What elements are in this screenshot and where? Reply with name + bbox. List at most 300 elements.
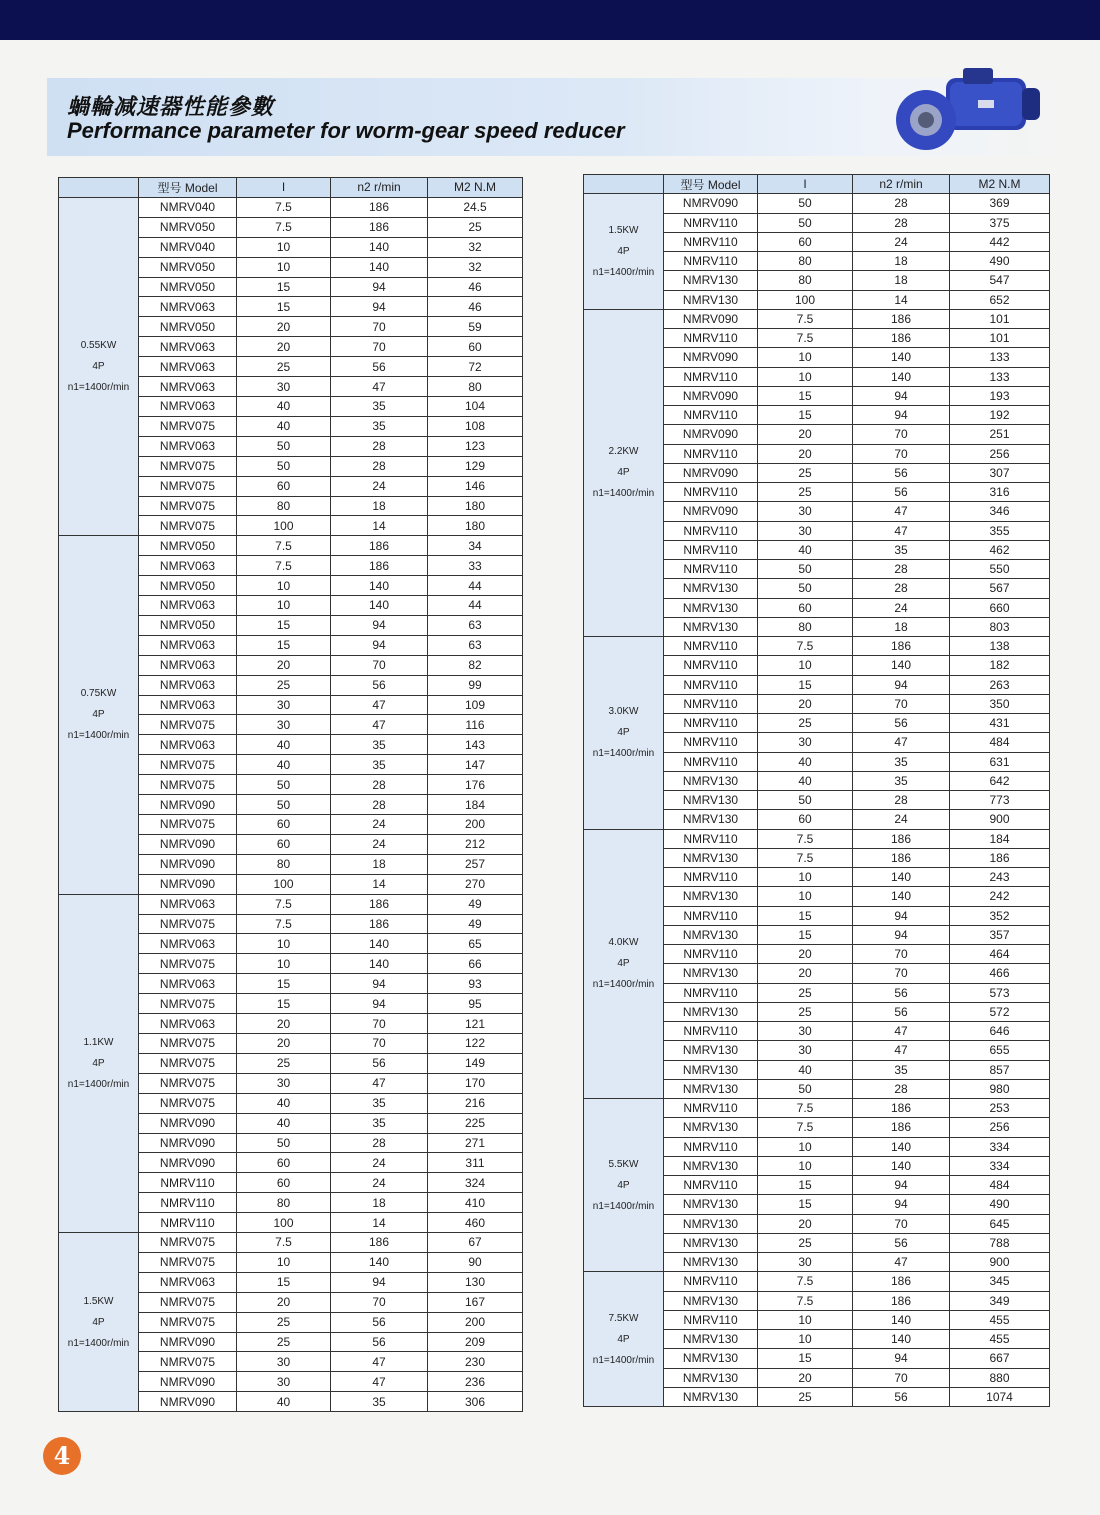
model-cell: NMRV050 xyxy=(139,277,237,297)
torque-cell: 490 xyxy=(950,252,1050,271)
ratio-cell: 30 xyxy=(758,1253,853,1272)
speed-cell: 94 xyxy=(331,994,428,1014)
speed-cell: 35 xyxy=(853,752,950,771)
speed-cell: 24 xyxy=(331,476,428,496)
ratio-cell: 50 xyxy=(237,456,331,476)
group-poles: 4P xyxy=(617,1333,630,1345)
model-cell: NMRV130 xyxy=(664,925,758,944)
torque-cell: 25 xyxy=(428,217,523,237)
model-cell: NMRV090 xyxy=(664,425,758,444)
group-speed: n1=1400r/min xyxy=(592,488,655,500)
model-cell: NMRV130 xyxy=(664,887,758,906)
model-cell: NMRV130 xyxy=(664,1002,758,1021)
model-cell: NMRV110 xyxy=(139,1213,237,1233)
torque-cell: 253 xyxy=(950,1099,1050,1118)
ratio-cell: 15 xyxy=(758,1195,853,1214)
ratio-cell: 100 xyxy=(758,290,853,309)
speed-cell: 140 xyxy=(331,576,428,596)
table-row xyxy=(59,1233,523,1253)
torque-cell: 256 xyxy=(950,444,1050,463)
model-cell: NMRV090 xyxy=(664,348,758,367)
group-speed: n1=1400r/min xyxy=(592,748,655,760)
speed-cell: 47 xyxy=(853,1041,950,1060)
torque-cell: 130 xyxy=(428,1272,523,1292)
header-cell: I xyxy=(237,178,331,198)
speed-cell: 94 xyxy=(853,1349,950,1368)
speed-cell: 70 xyxy=(853,964,950,983)
ratio-cell: 25 xyxy=(237,1332,331,1352)
model-cell: NMRV110 xyxy=(664,540,758,559)
model-cell: NMRV075 xyxy=(139,1312,237,1332)
page-title: Performance parameter for worm-gear speed reducer xyxy=(67,118,625,143)
torque-cell: 193 xyxy=(950,386,1050,405)
model-cell: NMRV075 xyxy=(139,1033,237,1053)
torque-cell: 122 xyxy=(428,1033,523,1053)
ratio-cell: 40 xyxy=(237,1392,331,1412)
torque-cell: 46 xyxy=(428,277,523,297)
model-cell: NMRV063 xyxy=(139,337,237,357)
speed-cell: 18 xyxy=(331,1193,428,1213)
ratio-cell: 40 xyxy=(237,416,331,436)
group-speed: n1=1400r/min xyxy=(592,1200,655,1212)
model-cell: NMRV063 xyxy=(139,1272,237,1292)
speed-cell: 186 xyxy=(331,536,428,556)
speed-cell: 24 xyxy=(331,1153,428,1173)
torque-cell: 773 xyxy=(950,791,1050,810)
ratio-cell: 7.5 xyxy=(237,894,331,914)
ratio-cell: 20 xyxy=(758,694,853,713)
model-cell: NMRV063 xyxy=(139,635,237,655)
ratio-cell: 100 xyxy=(237,874,331,894)
speed-cell: 140 xyxy=(853,887,950,906)
torque-cell: 133 xyxy=(950,348,1050,367)
torque-cell: 66 xyxy=(428,954,523,974)
speed-cell: 70 xyxy=(853,945,950,964)
torque-cell: 466 xyxy=(950,964,1050,983)
table-row xyxy=(584,829,1050,848)
speed-cell: 140 xyxy=(331,1252,428,1272)
speed-cell: 186 xyxy=(331,556,428,576)
group-poles: 4P xyxy=(92,1057,105,1069)
ratio-cell: 7.5 xyxy=(758,329,853,348)
torque-cell: 442 xyxy=(950,232,1050,251)
torque-cell: 788 xyxy=(950,1233,1050,1252)
ratio-cell: 20 xyxy=(758,1368,853,1387)
model-cell: NMRV063 xyxy=(139,297,237,317)
speed-cell: 35 xyxy=(331,1392,428,1412)
speed-cell: 47 xyxy=(853,733,950,752)
model-cell: NMRV050 xyxy=(139,615,237,635)
model-cell: NMRV075 xyxy=(139,456,237,476)
speed-cell: 35 xyxy=(331,1093,428,1113)
model-cell: NMRV110 xyxy=(664,829,758,848)
torque-cell: 34 xyxy=(428,536,523,556)
model-cell: NMRV110 xyxy=(139,1193,237,1213)
ratio-cell: 50 xyxy=(758,579,853,598)
torque-cell: 123 xyxy=(428,436,523,456)
speed-cell: 70 xyxy=(331,1292,428,1312)
torque-cell: 857 xyxy=(950,1060,1050,1079)
model-cell: NMRV130 xyxy=(664,1387,758,1406)
ratio-cell: 10 xyxy=(758,656,853,675)
torque-cell: 104 xyxy=(428,396,523,416)
ratio-cell: 25 xyxy=(237,357,331,377)
ratio-cell: 7.5 xyxy=(758,1272,853,1291)
model-cell: NMRV110 xyxy=(664,483,758,502)
model-cell: NMRV075 xyxy=(139,1093,237,1113)
group-speed: n1=1400r/min xyxy=(592,1354,655,1366)
speed-cell: 140 xyxy=(331,596,428,616)
model-cell: NMRV130 xyxy=(664,579,758,598)
group-poles: 4P xyxy=(92,1316,105,1328)
group-speed: n1=1400r/min xyxy=(67,382,130,394)
model-cell: NMRV090 xyxy=(139,1372,237,1392)
group-power: 0.55KW xyxy=(80,340,117,352)
speed-cell: 56 xyxy=(853,483,950,502)
speed-cell: 35 xyxy=(853,1060,950,1079)
torque-cell: 129 xyxy=(428,456,523,476)
ratio-cell: 7.5 xyxy=(758,637,853,656)
ratio-cell: 15 xyxy=(758,906,853,925)
speed-cell: 186 xyxy=(331,914,428,934)
speed-cell: 28 xyxy=(331,456,428,476)
ratio-cell: 10 xyxy=(237,934,331,954)
model-cell: NMRV063 xyxy=(139,934,237,954)
model-cell: NMRV110 xyxy=(664,752,758,771)
speed-cell: 140 xyxy=(853,868,950,887)
speed-cell: 18 xyxy=(331,854,428,874)
speed-cell: 28 xyxy=(853,791,950,810)
torque-cell: 646 xyxy=(950,1022,1050,1041)
speed-cell: 28 xyxy=(853,579,950,598)
model-cell: NMRV040 xyxy=(139,237,237,257)
ratio-cell: 20 xyxy=(237,1292,331,1312)
torque-cell: 60 xyxy=(428,337,523,357)
speed-cell: 47 xyxy=(331,695,428,715)
model-cell: NMRV130 xyxy=(664,271,758,290)
model-cell: NMRV110 xyxy=(664,714,758,733)
torque-cell: 67 xyxy=(428,1233,523,1253)
speed-cell: 94 xyxy=(853,925,950,944)
model-cell: NMRV075 xyxy=(139,476,237,496)
speed-cell: 94 xyxy=(331,277,428,297)
torque-cell: 82 xyxy=(428,655,523,675)
torque-cell: 200 xyxy=(428,815,523,835)
speed-cell: 94 xyxy=(853,386,950,405)
speed-cell: 186 xyxy=(853,329,950,348)
torque-cell: 167 xyxy=(428,1292,523,1312)
torque-cell: 243 xyxy=(950,868,1050,887)
speed-cell: 56 xyxy=(853,1002,950,1021)
speed-cell: 18 xyxy=(331,496,428,516)
torque-cell: 352 xyxy=(950,906,1050,925)
speed-cell: 47 xyxy=(853,521,950,540)
top-banner xyxy=(0,0,1100,40)
ratio-cell: 7.5 xyxy=(237,197,331,217)
torque-cell: 660 xyxy=(950,598,1050,617)
model-cell: NMRV130 xyxy=(664,1368,758,1387)
page-number: 4 xyxy=(43,1437,81,1475)
speed-cell: 35 xyxy=(331,755,428,775)
power-group-cell xyxy=(59,1233,139,1412)
ratio-cell: 25 xyxy=(237,675,331,695)
torque-cell: 455 xyxy=(950,1330,1050,1349)
table-row xyxy=(59,536,523,556)
ratio-cell: 40 xyxy=(237,1093,331,1113)
model-cell: NMRV130 xyxy=(664,1233,758,1252)
torque-cell: 176 xyxy=(428,775,523,795)
torque-cell: 184 xyxy=(950,829,1050,848)
torque-cell: 149 xyxy=(428,1053,523,1073)
speed-cell: 47 xyxy=(331,1073,428,1093)
speed-cell: 94 xyxy=(331,1272,428,1292)
speed-cell: 186 xyxy=(331,894,428,914)
model-cell: NMRV075 xyxy=(139,416,237,436)
model-cell: NMRV110 xyxy=(664,444,758,463)
model-cell: NMRV130 xyxy=(664,848,758,867)
torque-cell: 101 xyxy=(950,329,1050,348)
group-power: 1.1KW xyxy=(83,1036,114,1048)
ratio-cell: 30 xyxy=(758,1022,853,1041)
torque-cell: 357 xyxy=(950,925,1050,944)
ratio-cell: 15 xyxy=(758,925,853,944)
torque-cell: 99 xyxy=(428,675,523,695)
ratio-cell: 50 xyxy=(237,1133,331,1153)
model-cell: NMRV110 xyxy=(664,1022,758,1041)
speed-cell: 140 xyxy=(331,257,428,277)
right-performance-table xyxy=(583,174,1050,1407)
speed-cell: 47 xyxy=(331,715,428,735)
torque-cell: 307 xyxy=(950,463,1050,482)
model-cell: NMRV130 xyxy=(664,810,758,829)
ratio-cell: 30 xyxy=(758,733,853,752)
speed-cell: 70 xyxy=(331,1014,428,1034)
model-cell: NMRV110 xyxy=(664,232,758,251)
torque-cell: 225 xyxy=(428,1113,523,1133)
ratio-cell: 50 xyxy=(237,795,331,815)
left-performance-table xyxy=(58,177,523,1412)
torque-cell: 63 xyxy=(428,615,523,635)
speed-cell: 56 xyxy=(853,983,950,1002)
group-power: 1.5KW xyxy=(83,1295,114,1307)
speed-cell: 70 xyxy=(853,444,950,463)
ratio-cell: 25 xyxy=(758,1233,853,1252)
model-cell: NMRV090 xyxy=(139,834,237,854)
ratio-cell: 30 xyxy=(237,377,331,397)
ratio-cell: 10 xyxy=(758,348,853,367)
torque-cell: 32 xyxy=(428,257,523,277)
speed-cell: 94 xyxy=(853,675,950,694)
ratio-cell: 20 xyxy=(237,655,331,675)
header-cell: 型号 Model xyxy=(139,178,237,198)
ratio-cell: 40 xyxy=(758,1060,853,1079)
ratio-cell: 60 xyxy=(237,815,331,835)
torque-cell: 345 xyxy=(950,1272,1050,1291)
model-cell: NMRV130 xyxy=(664,791,758,810)
group-power: 2.2KW xyxy=(608,446,639,458)
speed-cell: 24 xyxy=(853,232,950,251)
torque-cell: 170 xyxy=(428,1073,523,1093)
ratio-cell: 15 xyxy=(237,297,331,317)
power-group-cell xyxy=(584,829,664,1099)
model-cell: NMRV075 xyxy=(139,1352,237,1372)
model-cell: NMRV090 xyxy=(139,795,237,815)
torque-cell: 212 xyxy=(428,834,523,854)
power-group-cell xyxy=(59,536,139,894)
table-row xyxy=(584,637,1050,656)
worm-gear-motor-icon xyxy=(888,60,1048,160)
ratio-cell: 15 xyxy=(758,1349,853,1368)
ratio-cell: 50 xyxy=(237,775,331,795)
torque-cell: 242 xyxy=(950,887,1050,906)
torque-cell: 133 xyxy=(950,367,1050,386)
ratio-cell: 25 xyxy=(758,714,853,733)
model-cell: NMRV130 xyxy=(664,964,758,983)
speed-cell: 56 xyxy=(331,357,428,377)
model-cell: NMRV075 xyxy=(139,1053,237,1073)
header-cell: M2 N.M xyxy=(950,175,1050,194)
ratio-cell: 100 xyxy=(237,1213,331,1233)
ratio-cell: 50 xyxy=(758,791,853,810)
speed-cell: 35 xyxy=(331,396,428,416)
torque-cell: 550 xyxy=(950,560,1050,579)
ratio-cell: 25 xyxy=(237,1312,331,1332)
speed-cell: 186 xyxy=(853,1118,950,1137)
group-speed: n1=1400r/min xyxy=(67,1078,130,1090)
speed-cell: 28 xyxy=(331,795,428,815)
speed-cell: 14 xyxy=(331,516,428,536)
speed-cell: 186 xyxy=(331,217,428,237)
model-cell: NMRV110 xyxy=(664,521,758,540)
ratio-cell: 40 xyxy=(237,755,331,775)
speed-cell: 140 xyxy=(331,237,428,257)
speed-cell: 70 xyxy=(853,1368,950,1387)
ratio-cell: 10 xyxy=(237,596,331,616)
header-cell: I xyxy=(758,175,853,194)
table-row xyxy=(59,894,523,914)
torque-cell: 349 xyxy=(950,1291,1050,1310)
group-speed: n1=1400r/min xyxy=(592,979,655,991)
model-cell: NMRV090 xyxy=(664,502,758,521)
ratio-cell: 10 xyxy=(237,237,331,257)
ratio-cell: 10 xyxy=(758,367,853,386)
ratio-cell: 80 xyxy=(237,496,331,516)
model-cell: NMRV075 xyxy=(139,815,237,835)
speed-cell: 24 xyxy=(331,834,428,854)
torque-cell: 192 xyxy=(950,406,1050,425)
speed-cell: 186 xyxy=(853,1291,950,1310)
torque-cell: 138 xyxy=(950,637,1050,656)
model-cell: NMRV130 xyxy=(664,1330,758,1349)
ratio-cell: 80 xyxy=(237,1193,331,1213)
model-cell: NMRV110 xyxy=(664,1272,758,1291)
torque-cell: 143 xyxy=(428,735,523,755)
speed-cell: 94 xyxy=(331,615,428,635)
group-power: 0.75KW xyxy=(80,688,117,700)
ratio-cell: 10 xyxy=(758,868,853,887)
torque-cell: 49 xyxy=(428,894,523,914)
ratio-cell: 10 xyxy=(758,1310,853,1329)
table-row xyxy=(584,309,1050,328)
ratio-cell: 20 xyxy=(237,337,331,357)
ratio-cell: 60 xyxy=(758,810,853,829)
ratio-cell: 60 xyxy=(758,598,853,617)
ratio-cell: 7.5 xyxy=(237,217,331,237)
group-poles: 4P xyxy=(617,246,630,257)
speed-cell: 70 xyxy=(853,425,950,444)
ratio-cell: 50 xyxy=(758,1079,853,1098)
torque-cell: 334 xyxy=(950,1156,1050,1175)
ratio-cell: 7.5 xyxy=(758,1118,853,1137)
torque-cell: 270 xyxy=(428,874,523,894)
speed-cell: 186 xyxy=(853,637,950,656)
torque-cell: 369 xyxy=(950,194,1050,213)
speed-cell: 140 xyxy=(853,348,950,367)
power-group-cell xyxy=(584,637,664,830)
ratio-cell: 7.5 xyxy=(758,848,853,867)
ratio-cell: 7.5 xyxy=(758,1291,853,1310)
model-cell: NMRV110 xyxy=(664,656,758,675)
ratio-cell: 20 xyxy=(237,317,331,337)
speed-cell: 94 xyxy=(853,906,950,925)
model-cell: NMRV090 xyxy=(139,874,237,894)
speed-cell: 186 xyxy=(853,848,950,867)
ratio-cell: 50 xyxy=(237,436,331,456)
model-cell: NMRV130 xyxy=(664,1214,758,1233)
torque-cell: 49 xyxy=(428,914,523,934)
speed-cell: 14 xyxy=(331,874,428,894)
model-cell: NMRV110 xyxy=(664,213,758,232)
model-cell: NMRV090 xyxy=(139,1153,237,1173)
speed-cell: 56 xyxy=(853,1387,950,1406)
ratio-cell: 15 xyxy=(758,675,853,694)
group-speed: n1=1400r/min xyxy=(592,267,655,278)
ratio-cell: 15 xyxy=(237,1272,331,1292)
torque-cell: 900 xyxy=(950,1253,1050,1272)
torque-cell: 642 xyxy=(950,771,1050,790)
torque-cell: 1074 xyxy=(950,1387,1050,1406)
group-poles: 4P xyxy=(617,1179,630,1191)
torque-cell: 900 xyxy=(950,810,1050,829)
speed-cell: 28 xyxy=(853,194,950,213)
torque-cell: 90 xyxy=(428,1252,523,1272)
ratio-cell: 30 xyxy=(237,1073,331,1093)
speed-cell: 70 xyxy=(331,337,428,357)
torque-cell: 573 xyxy=(950,983,1050,1002)
speed-cell: 140 xyxy=(853,1137,950,1156)
ratio-cell: 7.5 xyxy=(237,556,331,576)
ratio-cell: 20 xyxy=(758,945,853,964)
ratio-cell: 7.5 xyxy=(758,1099,853,1118)
ratio-cell: 15 xyxy=(237,635,331,655)
torque-cell: 251 xyxy=(950,425,1050,444)
speed-cell: 56 xyxy=(331,1332,428,1352)
torque-cell: 334 xyxy=(950,1137,1050,1156)
speed-cell: 56 xyxy=(853,1233,950,1252)
power-group-cell xyxy=(584,1272,664,1407)
torque-cell: 180 xyxy=(428,496,523,516)
model-cell: NMRV130 xyxy=(664,1195,758,1214)
torque-cell: 645 xyxy=(950,1214,1050,1233)
speed-cell: 186 xyxy=(853,1272,950,1291)
speed-cell: 56 xyxy=(853,714,950,733)
speed-cell: 28 xyxy=(331,1133,428,1153)
torque-cell: 667 xyxy=(950,1349,1050,1368)
model-cell: NMRV063 xyxy=(139,596,237,616)
model-cell: NMRV110 xyxy=(664,694,758,713)
speed-cell: 35 xyxy=(331,735,428,755)
model-cell: NMRV063 xyxy=(139,377,237,397)
